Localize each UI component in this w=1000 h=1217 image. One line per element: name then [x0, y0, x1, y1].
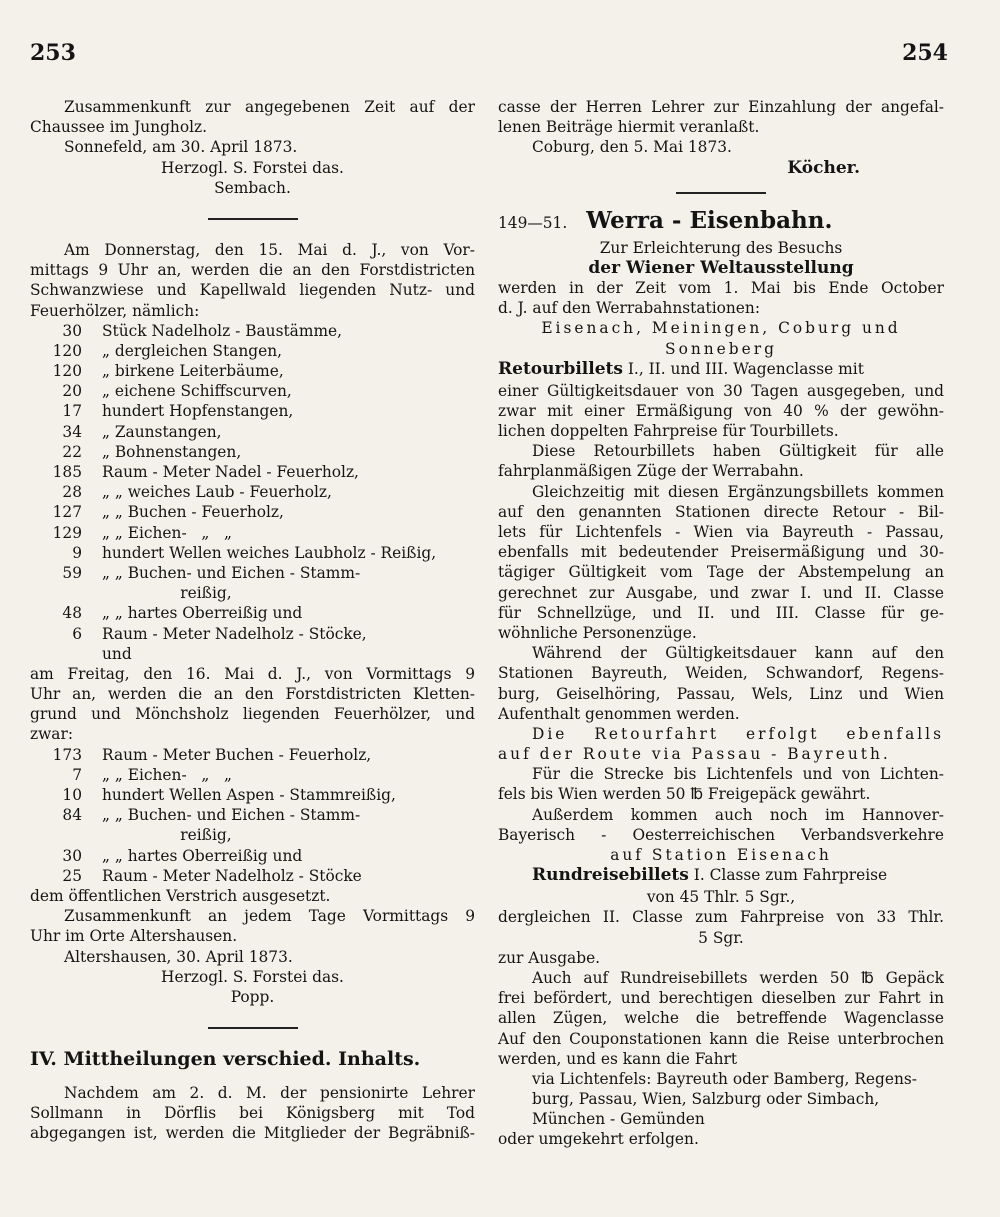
- notice-body: [498, 381, 944, 845]
- list-row: [30, 482, 475, 502]
- description: Raum - Meter Nadelholz - Stöcke: [102, 866, 362, 885]
- divider: [208, 1027, 298, 1029]
- quantity: 28: [62, 483, 82, 502]
- notice-title: Werra - Eisenbahn.: [586, 206, 833, 234]
- section-heading: IV. Mittheilungen verschied. Inhalts.: [30, 1049, 421, 1071]
- list-row: [30, 603, 475, 623]
- description: „ birkene Leiterbäume,: [102, 362, 284, 381]
- text-line: Uhr im Orte Altershausen.: [30, 927, 238, 946]
- text-line: Herzogl. S. Forstei das.: [161, 158, 344, 177]
- description: „ eichene Schiffscurven,: [102, 382, 292, 401]
- text-line: Sonnefeld, am 30. April 1873.: [64, 138, 298, 157]
- text-line: frei befördert, und berechtigen dieselben zur Fahrt in: [498, 989, 944, 1008]
- description: reißig,: [102, 584, 232, 603]
- quantity: 20: [62, 382, 82, 401]
- text-line: casse der Herren Lehrer zur Einzahlung der angefal-: [498, 98, 944, 116]
- list-row: [30, 361, 475, 381]
- notice-body-2: [498, 887, 944, 1149]
- list-row: [30, 583, 475, 603]
- text-line: zur Ausgabe.: [498, 948, 601, 967]
- text-line: Für die Strecke bis Lichtenfels und von Lichten-: [532, 765, 944, 784]
- list-row: [30, 765, 475, 785]
- quantity: 48: [62, 604, 82, 623]
- rund-rest: I. Classe zum Fahrpreise: [688, 866, 888, 885]
- list-row: [30, 401, 475, 421]
- description: „ „ Buchen- und Eichen - Stamm-: [102, 563, 361, 582]
- signature: Popp.: [230, 987, 275, 1006]
- text-line: Zusammenkunft zur angegebenen Zeit auf der: [64, 98, 475, 116]
- list-row: [30, 543, 475, 563]
- list-row: [30, 846, 475, 866]
- text-line: fels bis Wien werden 50 ℔ Freigepäck gewährt.: [498, 785, 871, 804]
- description: Stück Nadelholz - Baustämme,: [102, 321, 343, 340]
- text-line: dergleichen II. Classe zum Fahrpreise von 33 Thlr.: [498, 908, 944, 927]
- list-row: [30, 866, 475, 886]
- text-line: von 45 Thlr. 5 Sgr.,: [646, 888, 796, 907]
- text-line: lets für Lichtenfels - Wien via Bayreuth - Passau,: [498, 523, 944, 541]
- description: hundert Wellen weiches Laubholz - Reißig,: [102, 543, 437, 562]
- list-row: [30, 341, 475, 361]
- list-row: [30, 644, 475, 664]
- list-row: [30, 563, 475, 583]
- text-line: Außerdem kommen auch noch im Hannover-: [532, 805, 944, 824]
- text-line: Feuerhölzer, nämlich:: [30, 301, 200, 320]
- text-line: Schwanzwiese und Kapellwald liegenden Nutz- und: [30, 281, 475, 300]
- text-line: Chaussee im Jungholz.: [30, 118, 208, 137]
- signature: Sembach.: [214, 178, 291, 197]
- list-row: [30, 523, 475, 543]
- text-line: grund und Mönchsholz liegenden Feuerhölzer, und: [30, 705, 475, 724]
- text-line: Nachdem am 2. d. M. der pensionirte Lehrer: [64, 1084, 475, 1103]
- text-line: auf den genannten Stationen directe Retour - Bil-: [498, 502, 944, 521]
- notice-header: [498, 204, 944, 238]
- text-line: am Freitag, den 16. Mai d. J., von Vormittags 9: [30, 664, 475, 683]
- text-line: allen Zügen, welche die betreffende Wagenclasse: [498, 1009, 944, 1028]
- description: „ „ Eichen- „ „: [102, 523, 232, 542]
- text-line: Coburg, den 5. Mai 1873.: [532, 138, 732, 157]
- left-column: [30, 97, 475, 1144]
- retour-rest: I., II. und III. Wagenclasse mit: [622, 359, 864, 378]
- text-line: fahrplanmäßigen Züge der Werrabahn.: [498, 462, 804, 481]
- text-line: Diese Retourbillets haben Gültigkeit für alle: [532, 442, 944, 461]
- text-line: lenen Beiträge hiermit veranlaßt.: [498, 118, 760, 137]
- quantity: 30: [62, 846, 82, 865]
- text-line: Gleichzeitig mit diesen Ergänzungsbillets kommen: [532, 482, 944, 501]
- text-line: zwar:: [30, 725, 74, 744]
- description: Raum - Meter Buchen - Feuerholz,: [102, 745, 372, 764]
- signature: Köcher.: [787, 157, 860, 178]
- text-line: abgegangen ist, werden die Mitglieder der Begräbniß-: [30, 1124, 475, 1143]
- text-line: gerechnet zur Ausgabe, und zwar I. und II. Classe: [498, 583, 944, 602]
- text-line: Stationen Bayreuth, Weiden, Schwandorf, Regens-: [498, 664, 944, 683]
- text-line: Herzogl. S. Forstei das.: [161, 967, 344, 986]
- description: „ „ weiches Laub - Feuerholz,: [102, 483, 332, 502]
- text-line: ebenfalls mit bedeutender Preisermäßigung und 30-: [498, 543, 944, 562]
- list-row: [30, 422, 475, 442]
- description: „ „ hartes Oberreißig und: [102, 846, 303, 865]
- text-line: Während der Gültigkeitsdauer kann auf den: [532, 644, 944, 663]
- quantity: 173: [52, 745, 82, 764]
- retour-line: [498, 359, 944, 381]
- subtitle-bold: der Wiener Weltausstellung: [588, 257, 854, 278]
- text-line: d. J. auf den Werrabahnstationen:: [498, 299, 761, 318]
- description: „ Bohnenstangen,: [102, 442, 242, 461]
- timber-list-friday: [30, 745, 475, 886]
- text-line: Auf den Couponstationen kann die Reise unterbrochen: [498, 1029, 944, 1048]
- quantity: 22: [62, 442, 82, 461]
- quantity: 120: [52, 362, 82, 381]
- timber-list-thursday: [30, 321, 475, 664]
- quantity: 25: [62, 866, 82, 885]
- text-line: werden in der Zeit vom 1. Mai bis Ende October: [498, 278, 944, 297]
- stations-line: Eisenach, Meiningen, Coburg und: [541, 319, 901, 338]
- quantity: 30: [62, 321, 82, 340]
- text-line: Auch auf Rundreisebillets werden 50 ℔ Gepäck: [532, 968, 944, 987]
- quantity: 84: [62, 806, 82, 825]
- text-line: Altershausen, 30. April 1873.: [64, 947, 293, 966]
- description: hundert Wellen Aspen - Stammreißig,: [102, 786, 396, 804]
- list-row: [30, 624, 475, 644]
- list-row: [30, 825, 475, 845]
- quantity: 7: [72, 765, 82, 784]
- description: hundert Hopfenstangen,: [102, 402, 294, 421]
- quantity: 129: [52, 523, 82, 542]
- subtitle: Zur Erleichterung des Besuchs: [599, 238, 843, 257]
- divider: [676, 192, 766, 194]
- rund-line: [498, 865, 944, 887]
- description: Raum - Meter Nadel - Feuerholz,: [102, 463, 359, 481]
- description: „ „ Eichen- „ „: [102, 765, 232, 784]
- page-number-right: 254: [902, 40, 948, 66]
- quantity: 10: [62, 786, 82, 804]
- text-line: lichen doppelten Fahrpreise für Tourbillets.: [498, 422, 839, 441]
- quantity: 59: [62, 563, 82, 582]
- description: Raum - Meter Nadelholz - Stöcke,: [102, 624, 367, 643]
- station-line: auf Station Eisenach: [610, 846, 832, 864]
- text-line: Zusammenkunft an jedem Tage Vormittags 9: [64, 907, 475, 926]
- text-line: mittags 9 Uhr an, werden die an den Forstdistricten: [30, 261, 475, 280]
- text-line: burg, Passau, Wien, Salzburg oder Simbach,: [532, 1090, 880, 1109]
- text-line: auf der Route via Passau - Bayreuth.: [498, 745, 891, 764]
- list-row: [30, 442, 475, 462]
- list-row: [30, 785, 475, 805]
- description: „ „ Buchen - Feuerholz,: [102, 503, 284, 522]
- text-line: für Schnellzüge, und II. und III. Classe für ge-: [498, 603, 944, 622]
- text-line: werden, und es kann die Fahrt: [498, 1049, 738, 1068]
- page-number-left: 253: [30, 40, 76, 66]
- quantity: 34: [62, 422, 82, 441]
- stations-line: Sonneberg: [665, 339, 777, 358]
- description: „ „ hartes Oberreißig und: [102, 604, 303, 623]
- description: und: [102, 644, 132, 663]
- quantity: 127: [52, 503, 82, 522]
- text-line: München - Gemünden: [532, 1110, 705, 1129]
- text-line: Aufenthalt genommen werden.: [498, 704, 740, 723]
- description: reißig,: [102, 826, 232, 845]
- text-line: zwar mit einer Ermäßigung von 40 % der gewöhn-: [498, 401, 944, 420]
- list-row: [30, 745, 475, 765]
- text-line: Uhr an, werden die an den Forstdistricten Kletten-: [30, 685, 475, 704]
- divider: [208, 218, 298, 220]
- right-column: [498, 97, 944, 1150]
- text-line: Am Donnerstag, den 15. Mai d. J., von Vor-: [64, 240, 475, 259]
- text-line: Bayerisch - Oesterreichischen Verbandsverkehre: [498, 825, 944, 844]
- rund-heading: Rundreisebillets: [532, 865, 689, 886]
- quantity: 185: [52, 463, 82, 481]
- text-line: via Lichtenfels: Bayreuth oder Bamberg, Regens-: [532, 1069, 917, 1088]
- text-line: einer Gültigkeitsdauer von 30 Tagen ausgegeben, und: [498, 381, 944, 400]
- list-row: [30, 805, 475, 825]
- notice-number: 149—51.: [498, 213, 568, 232]
- list-row: [30, 381, 475, 401]
- list-row: [30, 462, 475, 482]
- quantity: 6: [72, 624, 82, 643]
- list-row: [30, 321, 475, 341]
- retour-heading: Retourbillets: [498, 358, 623, 379]
- description: „ Zaunstangen,: [102, 422, 222, 441]
- text-line: dem öffentlichen Verstrich ausgesetzt.: [30, 886, 331, 905]
- list-row: [30, 502, 475, 522]
- description: „ „ Buchen- und Eichen - Stamm-: [102, 806, 361, 825]
- text-line: burg, Geiselhöring, Passau, Wels, Linz und Wien: [498, 684, 944, 703]
- text-line: Sollmann in Dörflis bei Königsberg mit Tod: [30, 1104, 475, 1123]
- description: „ dergleichen Stangen,: [102, 341, 283, 360]
- quantity: 120: [52, 341, 82, 360]
- text-line: wöhnliche Personenzüge.: [498, 623, 697, 642]
- text-line: Die Retourfahrt erfolgt ebenfalls: [532, 724, 944, 743]
- quantity: 9: [72, 543, 82, 562]
- text-line: tägiger Gültigkeit vom Tage der Abstempelung an: [498, 563, 944, 582]
- text-line: oder umgekehrt erfolgen.: [498, 1130, 699, 1149]
- quantity: 17: [62, 402, 82, 421]
- text-line: 5 Sgr.: [698, 928, 744, 947]
